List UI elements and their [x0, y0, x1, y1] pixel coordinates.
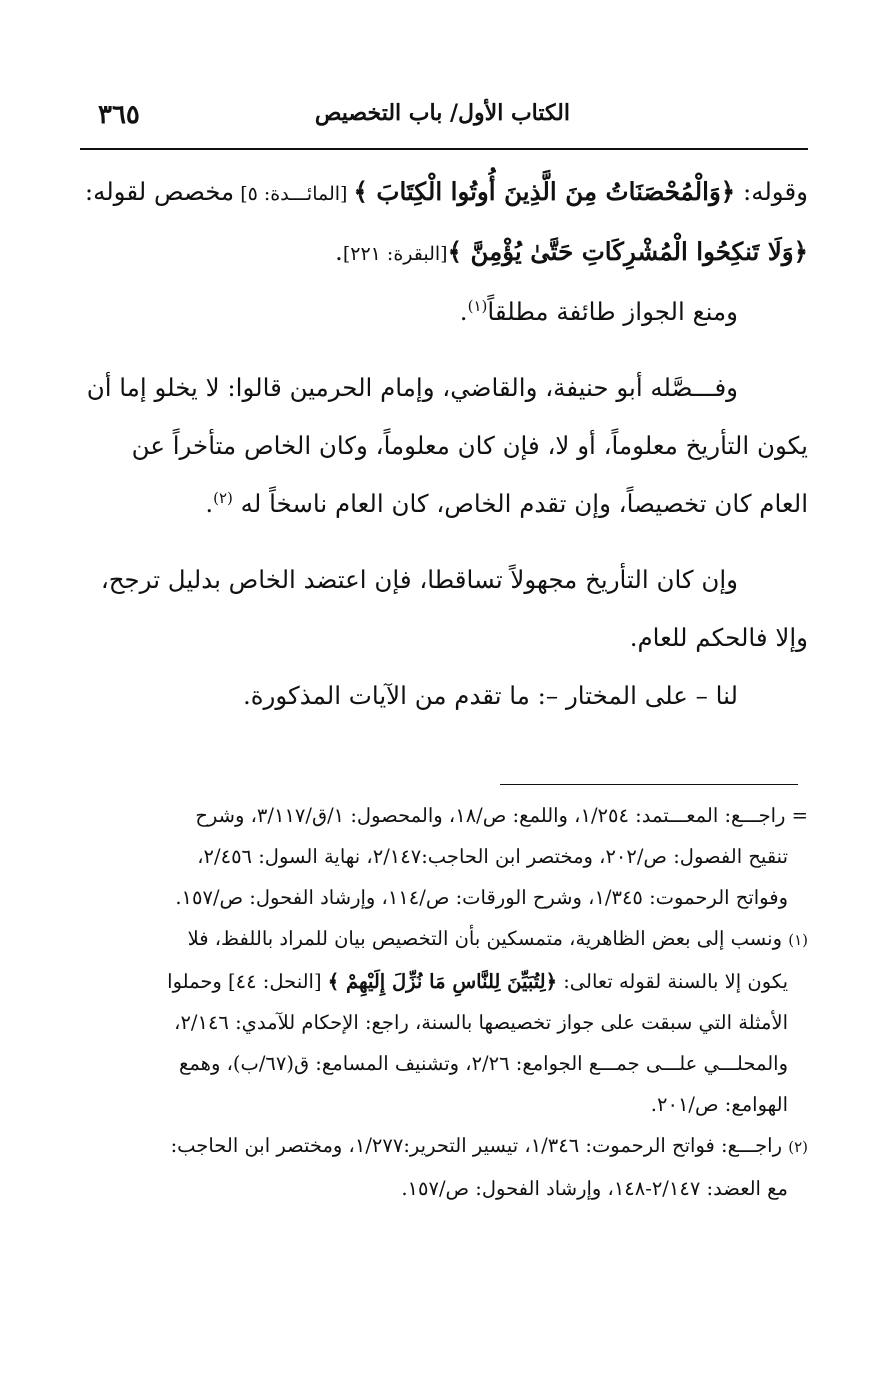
quran-verse: ﴿وَلَا تَنكِحُوا الْمُشْرِكَاتِ حَتَّىٰ يُؤْمِنَّ ﴾ — [447, 237, 808, 266]
text-segment: العام كان تخصيصاً، وإن تقدم الخاص، كان العام ناسخاً له — [232, 489, 808, 518]
footnote-line: الهوامع: ص/٢٠١. — [650, 1093, 788, 1116]
text-line: وإن كان التأريخ مجهولاً تساقطا، فإن اعتضد الخاص بدليل ترجح، — [100, 565, 738, 594]
footnote-line: مع العضد: ٢/١٤٧-١٤٨، وإرشاد الفحول: ص/١٥٧. — [401, 1177, 788, 1200]
footnote-line: وفواتح الرحموت: ١/٣٤٥، وشرح الورقات: ص/١١٤، وإرشاد الفحول: ص/١٥٧. — [175, 886, 788, 909]
footnote-line — [80, 1125, 808, 1168]
quran-verse: ﴿لِتُبَيِّنَ لِلنَّاسِ مَا نُزِّلَ إِلَيْهِمْ ﴾ — [327, 970, 558, 993]
footnote-line: الأمثلة التي سبقت على جواز تخصيصها بالسنة، راجع: الإحكام للآمدي: ٢/١٤٦، — [174, 1011, 788, 1034]
main-text — [80, 163, 808, 725]
footnote-marker[interactable]: (١) — [467, 296, 488, 315]
text-line: لنا – على المختار –: ما تقدم من الآيات المذكورة. — [242, 681, 738, 710]
running-title: الكتاب الأول/ باب التخصيص — [314, 100, 570, 126]
text-segment: . — [459, 297, 468, 326]
text-segment: ومنع الجواز طائفة مطلقاً — [487, 297, 738, 326]
footnote-text: ونسب إلى بعض الظاهرية، متمسكين بأن التخصيص بيان للمراد باللفظ، فلا — [187, 927, 789, 950]
footnote-marker[interactable]: (٢) — [213, 488, 233, 507]
footnote-line: = راجـــع: المعـــتمد: ١/٢٥٤، واللمع: ص/١٨، والمحصول: ١/ق/٣/١١٧، وشرح — [195, 804, 808, 827]
footnotes — [80, 795, 808, 1209]
text-line — [80, 283, 808, 341]
text-line — [80, 223, 808, 283]
text-line — [80, 475, 808, 533]
footnote-number: (١) — [788, 931, 808, 949]
text-line: وإلا فالحكم للعام. — [629, 623, 808, 652]
footnote-line — [80, 961, 808, 1002]
verse-reference: [البقرة: ٢٢١] — [342, 243, 448, 265]
text-line — [80, 163, 808, 223]
quran-verse: ﴿وَالْمُحْصَنَاتُ مِنَ الَّذِينَ أُوتُوا الْكِتَابَ ﴾ — [353, 177, 736, 206]
text-segment: مخصص لقوله: — [84, 177, 235, 206]
text-segment: وقوله: — [735, 177, 808, 206]
footnote-text: يكون إلا بالسنة لقوله تعالى: — [557, 970, 788, 993]
page-header — [80, 92, 808, 144]
footnote-divider — [500, 784, 798, 785]
text-line: وفـــصَّله أبو حنيفة، والقاضي، وإمام الحرمين قالوا: لا يخلو إما أن — [86, 373, 738, 402]
text-line: يكون التأريخ معلوماً، أو لا، فإن كان معلوماً، وكان الخاص متأخراً عن — [131, 431, 808, 460]
header-divider — [80, 148, 808, 150]
footnote-text: راجـــع: فواتح الرحموت: ١/٣٤٦، تيسير التحرير:١/٢٧٧، ومختصر ابن الحاجب: — [170, 1134, 789, 1157]
verse-reference: [المائـــدة: ٥] — [234, 183, 354, 205]
footnote-line: تنقيح الفصول: ص/٢٠٢، ومختصر ابن الحاجب:٢/١٤٧، نهاية السول: ٢/٤٥٦، — [197, 845, 788, 868]
text-segment: . — [205, 489, 214, 518]
footnote-line: والمحلـــي علـــى جمـــع الجوامع: ٢/٢٦، وتشنيف المسامع: ق(٦٧/ب)، وهمع — [179, 1052, 788, 1075]
footnote-text: [النحل: ٤٤] وحملوا — [167, 970, 328, 993]
footnote-line — [80, 918, 808, 961]
page-number: ٣٦٥ — [98, 100, 140, 130]
text-segment: . — [335, 237, 343, 266]
footnote-number: (٢) — [788, 1138, 808, 1156]
